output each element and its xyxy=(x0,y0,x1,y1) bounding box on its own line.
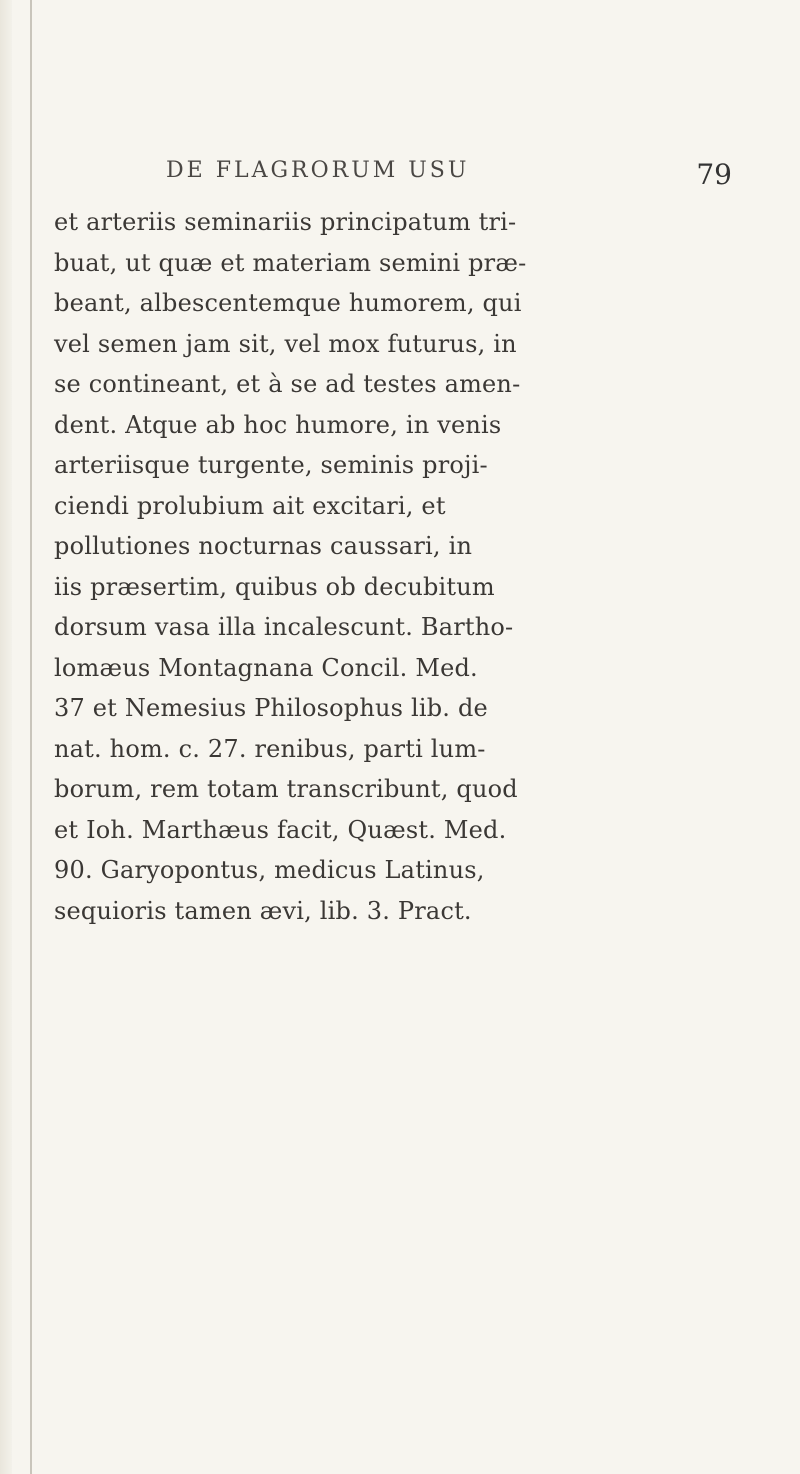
text-line: vel semen jam sit, vel mox futurus, in xyxy=(54,329,517,358)
book-page xyxy=(54,150,768,931)
page-number: 79 xyxy=(696,158,732,191)
text-line: et arteriis seminariis principatum tri- xyxy=(54,208,517,236)
text-line: 37 et Nemesius Philosophus lib. de xyxy=(54,694,488,722)
text-line: et Ioh. Marthæus facit, Quæst. Med. xyxy=(54,815,507,844)
text-line: nat. hom. c. 27. renibus, parti lum- xyxy=(54,734,486,763)
text-line: buat, ut quæ et materiam semini præ- xyxy=(54,248,527,277)
text-line: borum, rem totam transcribunt, quod xyxy=(54,775,518,803)
text-line: pollutiones nocturnas caussari, in xyxy=(54,532,473,560)
text-line: ciendi prolubium ait excitari, et xyxy=(54,491,446,520)
text-line: lomæus Montagnana Concil. Med. xyxy=(54,653,478,682)
text-line: dorsum vasa illa incalescunt. Bartho- xyxy=(54,613,514,641)
text-line: iis præsertim, quibus ob decubitum xyxy=(54,572,495,601)
page-body-text xyxy=(54,202,768,931)
text-line: dent. Atque ab hoc humore, in venis xyxy=(54,410,502,439)
running-title: DE FLAGRORUM USU xyxy=(166,158,470,183)
text-line: arteriisque turgente, seminis proji- xyxy=(54,451,488,479)
binding-line xyxy=(30,0,32,1474)
text-line: sequioris tamen ævi, lib. 3. Pract. xyxy=(54,896,472,925)
text-line: beant, albescentemque humorem, qui xyxy=(54,289,522,317)
running-head xyxy=(54,150,768,202)
text-line: 90. Garyopontus, medicus Latinus, xyxy=(54,856,485,884)
page-edge xyxy=(0,0,12,1474)
text-line: se contineant, et à se ad testes amen- xyxy=(54,370,521,398)
